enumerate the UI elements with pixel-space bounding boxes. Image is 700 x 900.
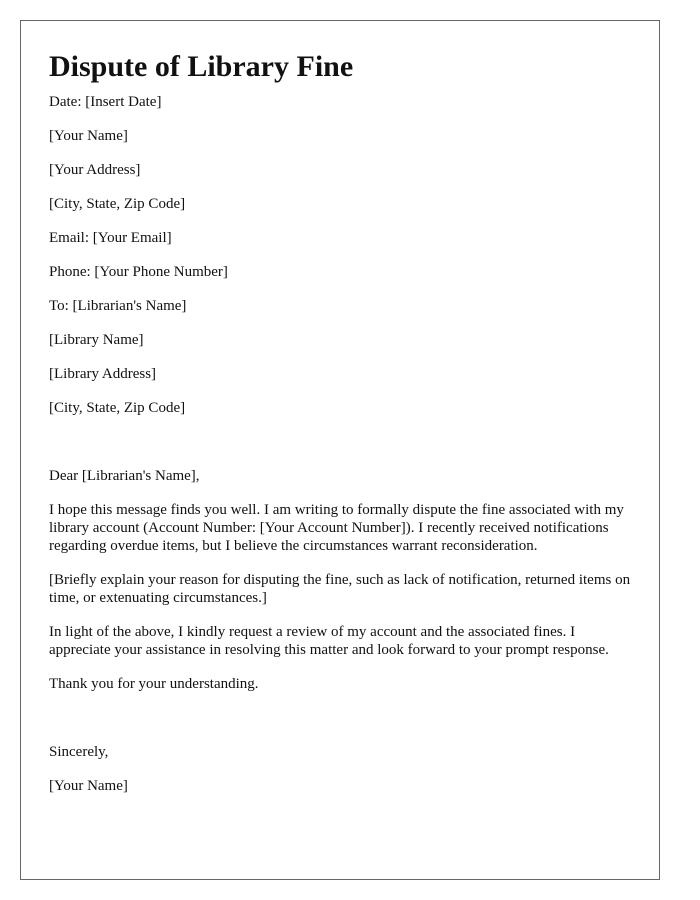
recipient-to: To: [Librarian's Name] [49,298,187,314]
recipient-city-state-zip: [City, State, Zip Code] [49,400,186,416]
salutation: Dear [Librarian's Name], [49,468,200,484]
body-paragraph-1: I hope this message finds you well. I am writing to formally dispute the fine associated with my library account (Account Number: [Your Account Number]). I recently received notifications regarding overdue items, but I believe the circumstances warrant reconsideration. [49,502,624,554]
sender-email: Email: [Your Email] [49,230,172,246]
letter-title: Dispute of Library Fine [49,50,354,83]
closing: Sincerely, [49,744,109,760]
date-line: Date: [Insert Date] [49,94,162,110]
body-paragraph-4: Thank you for your understanding. [49,676,259,692]
letter-body [49,501,631,693]
sender-name: [Your Name] [49,128,128,144]
recipient-block [49,297,631,417]
letter-page [20,20,660,880]
sender-city-state-zip: [City, State, Zip Code] [49,196,186,212]
sender-address: [Your Address] [49,162,141,178]
spacer [49,709,631,743]
sender-block [49,93,631,281]
sender-phone: Phone: [Your Phone Number] [49,264,228,280]
body-paragraph-3: In light of the above, I kindly request a review of my account and the associated fines. I appreciate your assistance in resolving this matter and look forward to your prompt response. [49,624,609,658]
spacer [49,433,631,467]
body-paragraph-2: [Briefly explain your reason for disputing the fine, such as lack of notification, returned items on time, or extenuating circumstances.] [49,572,631,606]
recipient-library-address: [Library Address] [49,366,157,382]
signature: [Your Name] [49,778,128,794]
recipient-library-name: [Library Name] [49,332,144,348]
